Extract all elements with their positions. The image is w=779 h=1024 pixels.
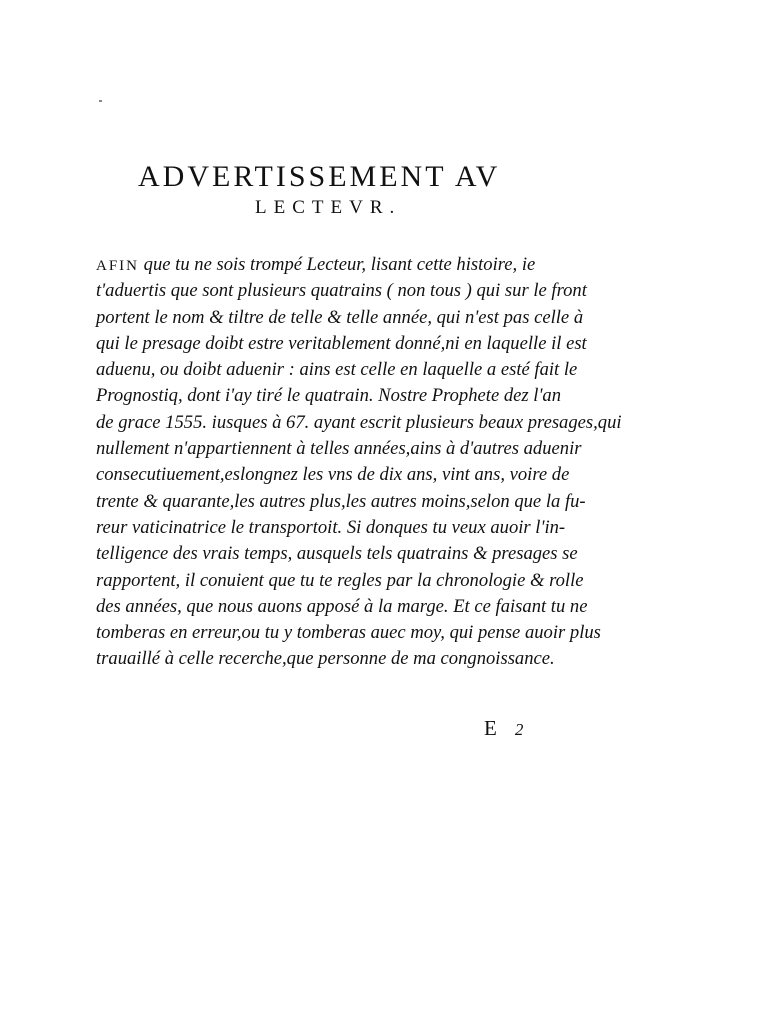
body-line: tomberas en erreur,ou tu y tomberas auec moy, qui pense auoir plus bbox=[96, 622, 601, 644]
body-paragraph bbox=[96, 252, 622, 673]
body-line-text: que tu ne sois trompé Lecteur, lisant cette histoire, ie bbox=[139, 254, 536, 275]
heading-line-2: LECTEVR. bbox=[255, 197, 402, 218]
signature-letter: E bbox=[484, 716, 497, 740]
heading-line-1: ADVERTISSEMENT AV bbox=[138, 160, 501, 193]
lead-word: AFIN bbox=[96, 258, 140, 274]
body-line: de grace 1555. iusques à 67. ayant escrit plusieurs beaux presages,qui bbox=[96, 411, 622, 433]
body-line: trauaillé à celle recerche,que personne de ma congnoissance. bbox=[96, 648, 555, 670]
body-line bbox=[96, 252, 606, 278]
body-line: rapportent, il conuient que tu te regles par la chronologie & rolle bbox=[96, 569, 584, 591]
body-line: Prognostiq, dont i'ay tiré le quatrain. Nostre Prophete dez l'an bbox=[96, 385, 562, 407]
body-line: t'aduertis que sont plusieurs quatrains ( non tous ) qui sur le front bbox=[96, 280, 587, 302]
body-line: portent le nom & tiltre de telle & telle année, qui n'est pas celle à bbox=[96, 306, 584, 328]
body-line: aduenu, ou doibt aduenir : ains est celle en laquelle a esté fait le bbox=[96, 359, 578, 381]
body-line: nullement n'appartiennent à telles années,ains à d'autres aduenir bbox=[96, 438, 582, 460]
body-line: qui le presage doibt estre veritablement donné,ni en laquelle il est bbox=[96, 332, 587, 354]
body-line: telligence des vrais temps, ausquels tels quatrains & presages se bbox=[96, 543, 578, 565]
body-line: trente & quarante,les autres plus,les autres moins,selon que la fu- bbox=[96, 490, 586, 512]
signature-mark bbox=[484, 716, 523, 741]
signature-number: 2 bbox=[514, 720, 524, 739]
body-line: des années, que nous auons apposé à la marge. Et ce faisant tu ne bbox=[96, 595, 588, 617]
body-line: consecutiuement,eslongnez les vns de dix ans, vint ans, voire de bbox=[96, 464, 570, 486]
page-speck bbox=[99, 100, 102, 102]
body-line: reur vaticinatrice le transportoit. Si donques tu veux auoir l'in- bbox=[96, 516, 566, 538]
